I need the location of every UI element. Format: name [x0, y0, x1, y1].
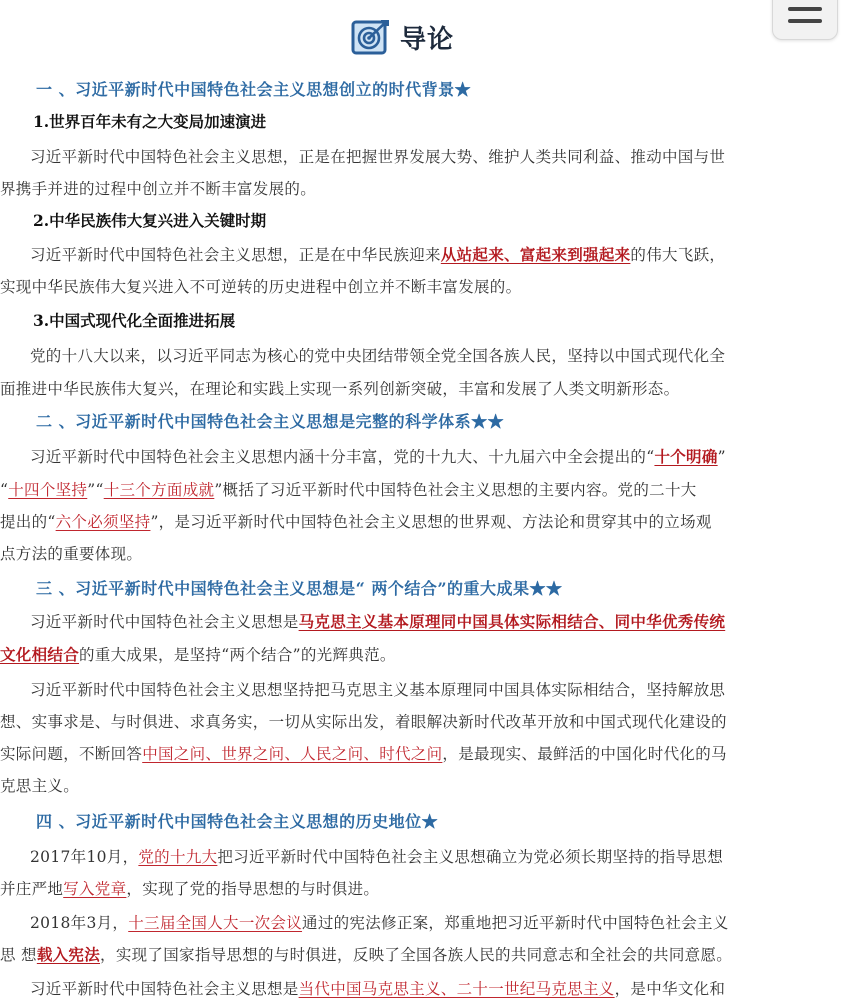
paragraph-line: 习近平新时代中国特色社会主义思想，正是在把握世界发展大势、维护人类共同利益、推动中国与世 [30, 148, 726, 166]
subheading-3: 3.中国式现代化全面推进拓展 [33, 311, 236, 330]
highlight-span: 十四个坚持 [8, 481, 88, 499]
section-3-heading: 三 、习近平新时代中国特色社会主义思想是“ 两个结合”的重大成果★★ [36, 579, 563, 598]
paragraph-line [0, 743, 727, 765]
subheading-2: 2.中华民族伟大复兴进入关键时期 [33, 211, 267, 230]
highlight-span: 十个明确 [654, 447, 718, 466]
subheading-1: 1.世界百年未有之大变局加速演进 [33, 112, 267, 131]
text-span: “ [0, 481, 9, 499]
highlight-span: 十三届全国人大一次会议 [128, 914, 303, 932]
highlight-span: 十三个方面成就 [103, 481, 215, 499]
paragraph-line: 点方法的重要体现。 [0, 545, 143, 563]
highlight-span: 马克思主义基本原理同中国具体实际相结合、同中华优秀传统 [298, 612, 726, 631]
highlight-span: 党的十九大 [138, 848, 218, 866]
text-span: ，是最现实、最鲜活的中国化时代化的马 [442, 745, 727, 763]
highlight-span: 载入宪法 [36, 945, 101, 964]
hamburger-menu-icon[interactable] [772, 0, 838, 40]
text-span: 提出的“ [0, 513, 56, 531]
text-span: 2017年10月， [30, 848, 139, 866]
text-span: ” [717, 448, 726, 466]
text-span: 的重大成果，是坚持“两个结合”的光辉典范。 [79, 646, 396, 664]
paragraph-line [30, 244, 725, 266]
highlight-span: 从站起来、富起来到强起来 [440, 245, 631, 264]
paragraph-line [0, 944, 732, 966]
text-span: 习近平新时代中国特色社会主义思想内涵十分丰富，党的十九大、十九届六中全会提出的“ [30, 448, 655, 466]
paragraph-line [30, 446, 726, 468]
text-span: ，是中华文化和 [614, 980, 726, 998]
text-span: 习近平新时代中国特色社会主义思想是 [30, 980, 299, 998]
text-span: 2018年3月， [30, 914, 129, 932]
paragraph-line: 习近平新时代中国特色社会主义思想坚持把马克思主义基本原理同中国具体实际相结合，坚持解放思 [30, 681, 726, 699]
section-1-heading: 一 、习近平新时代中国特色社会主义思想创立的时代背景★ [36, 80, 472, 99]
text-span: 通过的宪法修正案，郑重地把习近平新时代中国特色社会主义 [302, 914, 729, 932]
text-span: ，实现了党的指导思想的与时俱进。 [126, 880, 380, 898]
paragraph-line [0, 644, 396, 666]
paragraph-line [0, 878, 379, 900]
paragraph-line [0, 511, 712, 533]
text-span: 习近平新时代中国特色社会主义思想，正是在中华民族迎来 [30, 246, 441, 264]
highlight-span: 中国之问、世界之问、人民之问、时代之问 [142, 745, 443, 763]
highlight-span: 六个必须坚持 [55, 513, 151, 531]
text-span: ”概括了习近平新时代中国特色社会主义思想的主要内容。党的二十大 [214, 481, 697, 499]
text-span: 把习近平新时代中国特色社会主义思想确立为党必须长期坚持的指导思想 [217, 848, 723, 866]
paragraph-line: 克思主义。 [0, 777, 80, 795]
highlight-span: 写入党章 [63, 880, 127, 898]
text-span: ，实现了国家指导思想的与时俱进，反映了全国各族人民的共同意志和全社会的共同意愿。 [100, 946, 733, 964]
paragraph-line [30, 846, 723, 868]
paragraph-line [30, 978, 725, 1000]
highlight-span: 文化相结合 [0, 645, 80, 664]
paragraph-line [30, 912, 729, 934]
text-span: 并庄严地 [0, 880, 64, 898]
text-span: ”“ [87, 481, 104, 499]
text-span: ”，是习近平新时代中国特色社会主义思想的世界观、方法论和贯穿其中的立场观 [150, 513, 712, 531]
paragraph-line [0, 479, 697, 501]
paragraph-line [30, 611, 725, 633]
text-span: 思 想 [0, 946, 37, 964]
text-span: 习近平新时代中国特色社会主义思想是 [30, 613, 299, 631]
title-text: 导论 [400, 24, 455, 55]
paragraph-line: 实现中华民族伟大复兴进入不可逆转的历史进程中创立并不断丰富发展的。 [0, 278, 522, 296]
text-span: 实际问题，不断回答 [0, 745, 143, 763]
paragraph-line: 党的十八大以来，以习近平同志为核心的党中央团结带领全党全国各族人民，坚持以中国式现代化全 [30, 347, 726, 365]
section-4-heading: 四 、习近平新时代中国特色社会主义思想的历史地位★ [36, 812, 439, 831]
target-icon [350, 17, 392, 57]
page-title [350, 14, 454, 60]
text-span: 的伟大飞跃， [630, 246, 726, 264]
highlight-span: 当代中国马克思主义、二十一世纪马克思主义 [298, 980, 615, 998]
section-2-heading: 二 、习近平新时代中国特色社会主义思想是完整的科学体系★★ [36, 412, 505, 431]
paragraph-line: 界携手并进的过程中创立并不断丰富发展的。 [0, 180, 317, 198]
paragraph-line: 想、实事求是、与时俱进、求真务实，一切从实际出发，着眼解决新时代改革开放和中国式现代化建设的 [0, 713, 727, 731]
paragraph-line: 面推进中华民族伟大复兴，在理论和实践上实现一系列创新突破，丰富和发展了人类文明新形态。 [0, 380, 680, 398]
